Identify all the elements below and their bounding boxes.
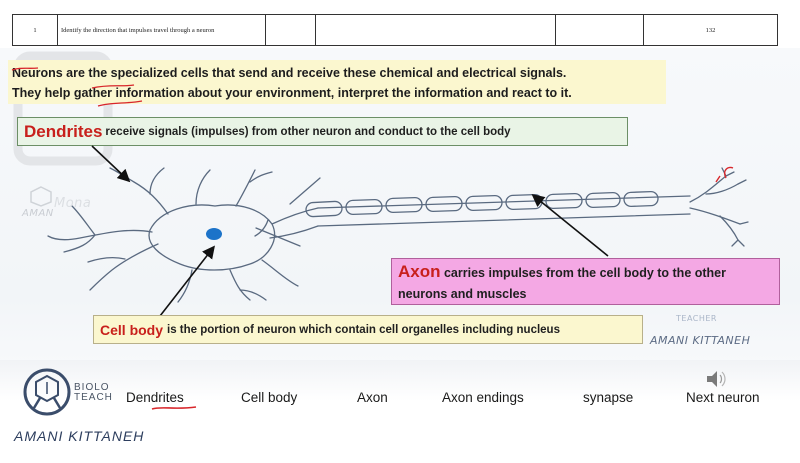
intro-line-2: They help gather information about your environment, interpret the information and react to it. [12, 86, 572, 100]
question-text: Identify the direction that impulses travel through a neuron [58, 15, 266, 45]
watermark-text: TEACHER [676, 314, 717, 323]
nav-button-dendrites[interactable]: Dendrites [126, 390, 184, 405]
axon-definition-box [391, 258, 780, 305]
nav-button-synapse[interactable]: synapse [583, 390, 634, 405]
watermark-text: Mona [54, 196, 92, 211]
intro-line-1: Neurons are the specialized cells that send and receive these chemical and electrical signals. [12, 66, 567, 80]
axon-text-line-2: neurons and muscles [398, 287, 527, 301]
axon-keyword: Axon [398, 262, 441, 281]
watermark-text: AMANI KITTANEH [650, 334, 751, 347]
pen-underline [150, 404, 198, 412]
logo-text-line-2: TEACH [74, 392, 113, 403]
cell-body-definition-box [93, 315, 643, 344]
bottom-navigation-bar [0, 360, 800, 463]
nav-button-next-neuron[interactable]: Next neuron [686, 390, 760, 405]
logo-text-line-1: BIOLO [74, 382, 110, 393]
nav-button-axon-endings[interactable]: Axon endings [442, 390, 524, 405]
author-brand-text: AMANI KITTANEH [14, 428, 145, 444]
biolo-teach-logo-icon [20, 364, 74, 420]
nav-button-cell-body[interactable]: Cell body [241, 390, 298, 405]
cell-body-keyword: Cell body [100, 321, 164, 338]
question-points: 132 [705, 26, 716, 34]
speaker-icon[interactable] [704, 368, 728, 390]
axon-text-line-1: carries impulses from the cell body to the other [443, 266, 726, 280]
dendrites-keyword: Dendrites [24, 121, 103, 141]
question-number: 1 [13, 15, 58, 45]
cell-body-text: is the portion of neuron which contain cell organelles including nucleus [167, 323, 560, 336]
nav-button-axon[interactable]: Axon [357, 390, 388, 405]
biolo-teach-logo-text [74, 383, 113, 403]
watermark-text: AMAN [22, 208, 54, 219]
dendrites-text: receive signals (impulses) from other neuron and conduct to the cell body [105, 125, 511, 138]
